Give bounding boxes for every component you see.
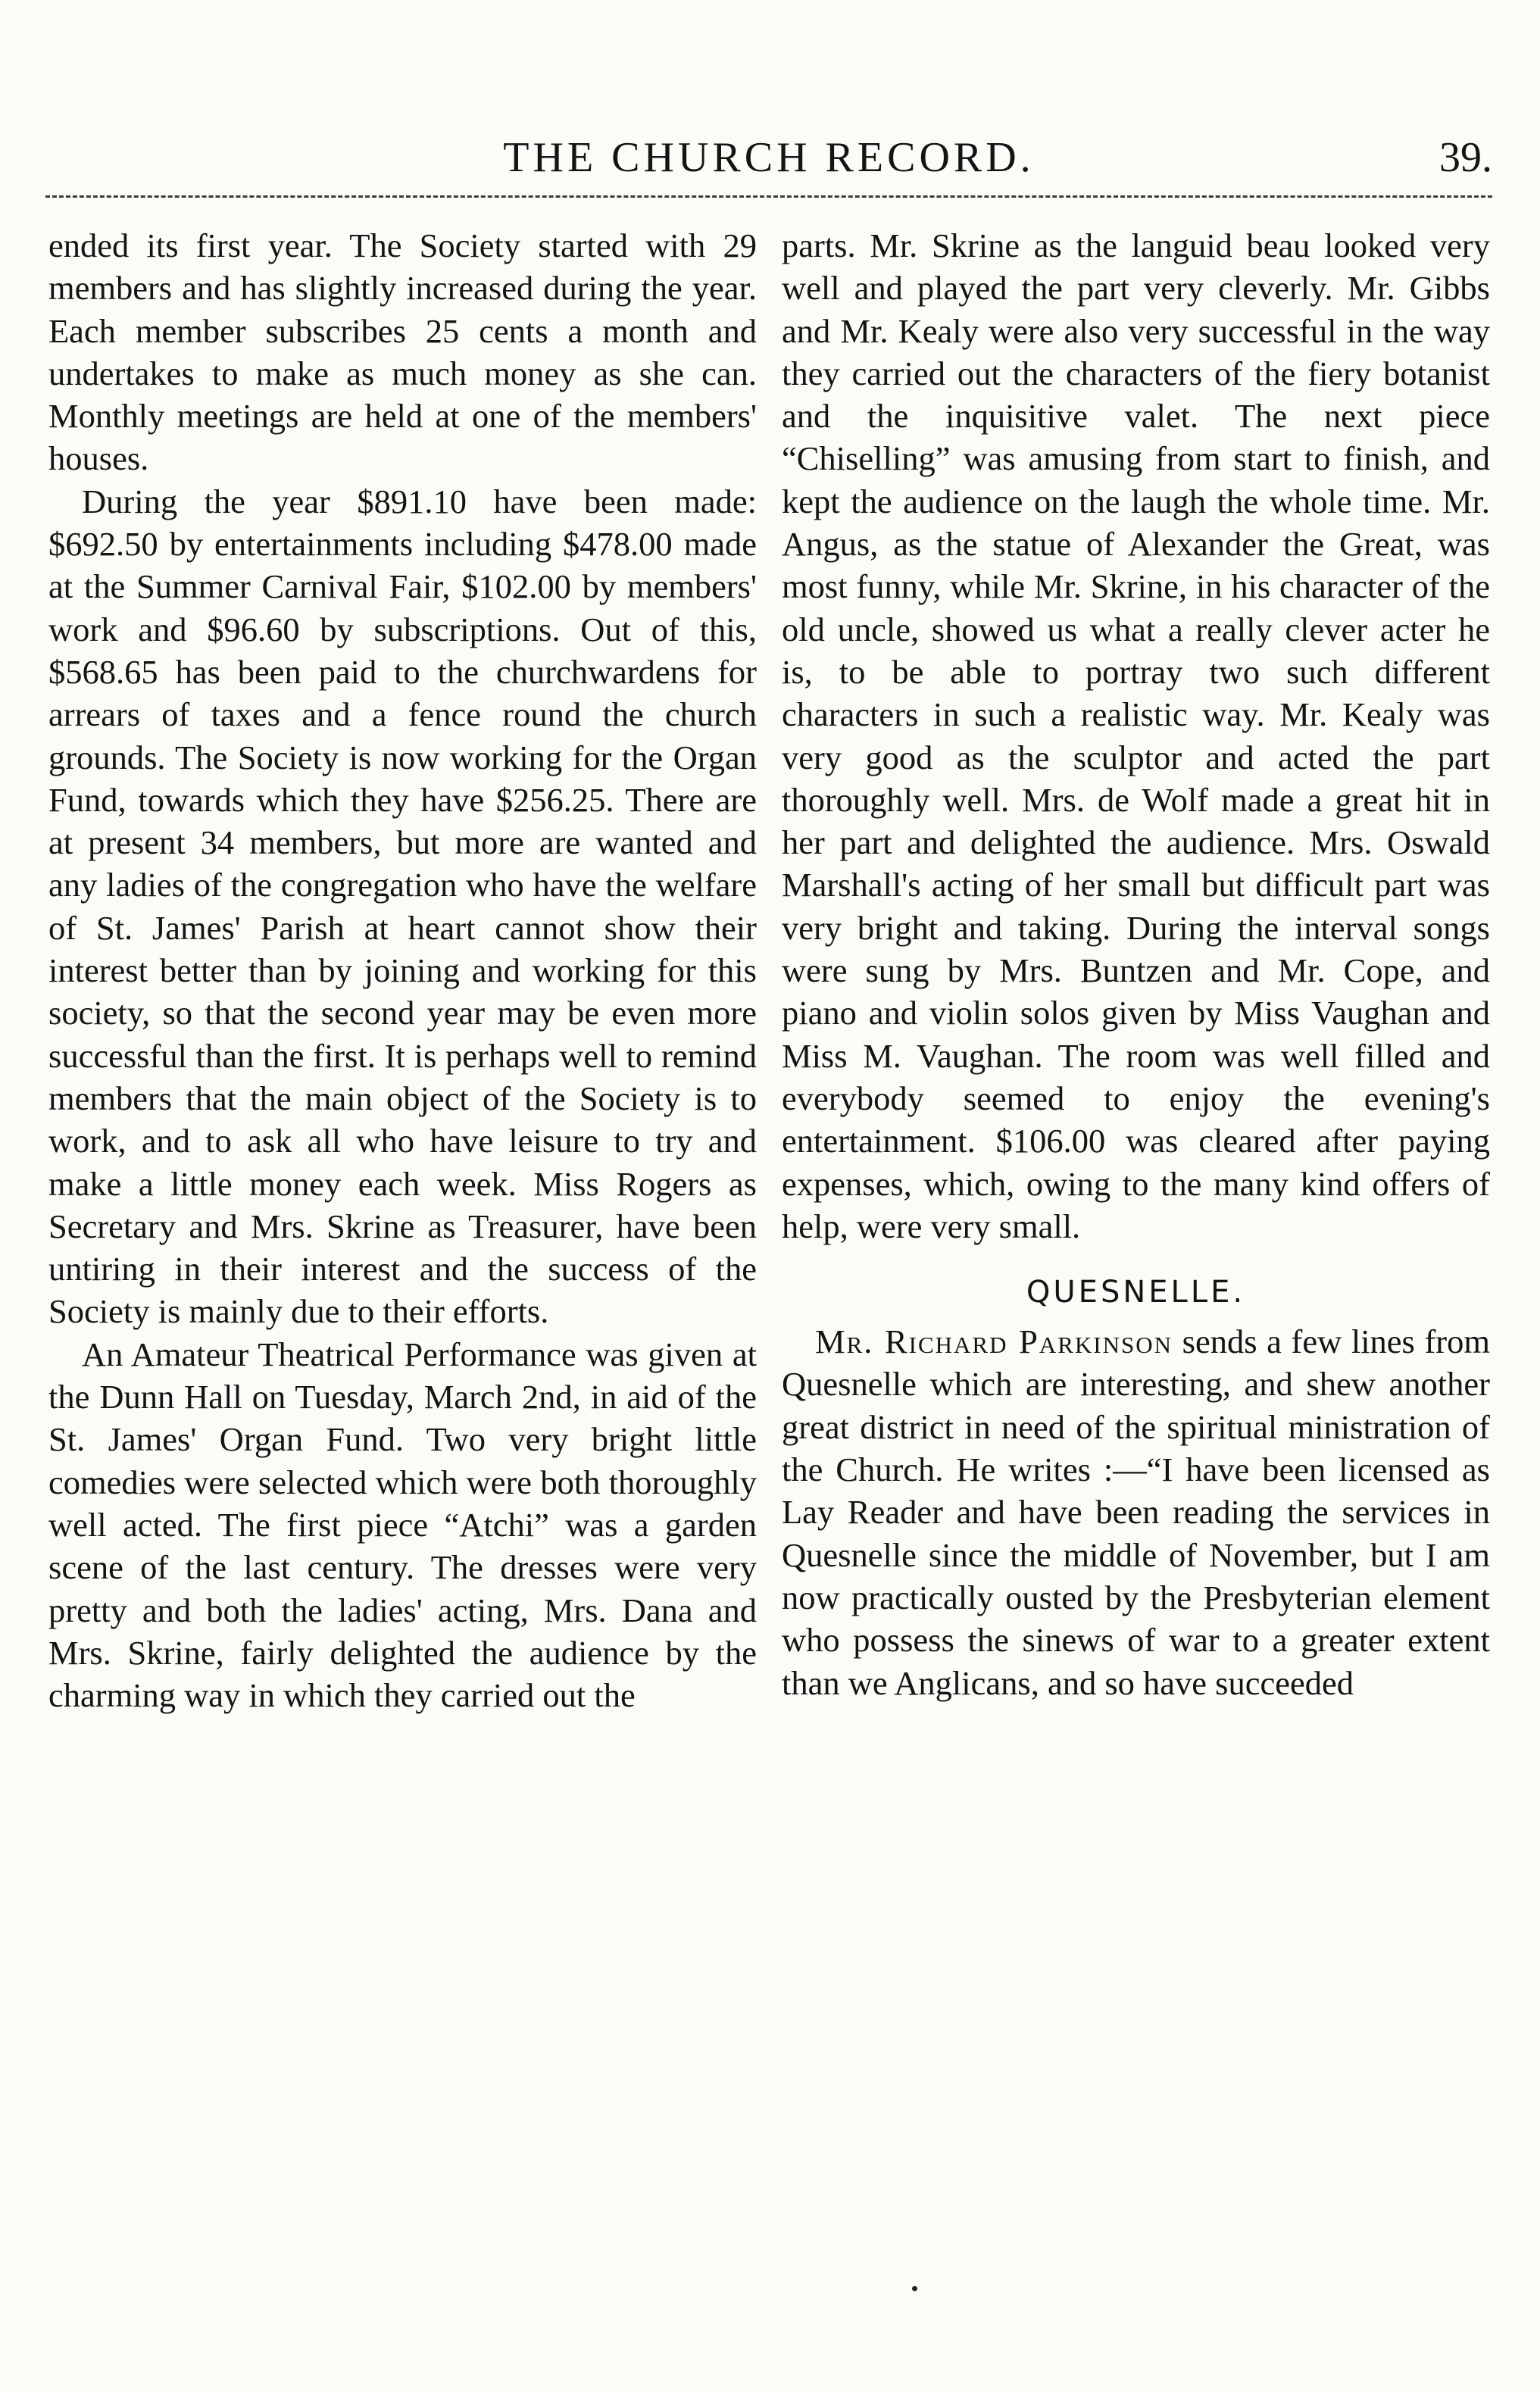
left-column (48, 224, 757, 1716)
section-heading-quesnelle: QUESNELLE. (1026, 1275, 1246, 1310)
quesnelle-letter-text: sends a few lines from Quesnelle which are interesting, and shew another great district in need of the spiritual ministration of the Church. He writes :—“I have been licensed as Lay Reader and have been reading the services in Quesnelle since the middle of November, but I am now practically ousted by the Presbyterian element who possess the sinews of war to a greater extent than we Anglicans, and so have succeeded (782, 1322, 1490, 1702)
running-head: THE CHURCH RECORD. (503, 134, 1035, 181)
paragraph-society-finances: During the year $891.10 have been made: $692.50 by entertainments including $478.00 made at the Summer Carnival Fair, $102.00 by members' work and $96.60 by subscriptions. Out of this, $568.65 has been paid to the churchwardens for arrears of taxes and a fence round the church grounds. The Society is now working for the Organ Fund, towards which they have $256.25. There are at present 34 members, but more are wanted and any ladies of the congregation who have the welfare of St. James' Parish at heart cannot show their interest better than by joining and working for this society, so that the second year may be even more successful than the first. It is perhaps well to remind members that the main object of the Society is to work, and to ask all who have leisure to try and make a little money each week. Miss Rogers as Secretary and Mrs. Skrine as Treasurer, have been untiring in their interest and the success of the Society is mainly due to their efforts. (48, 482, 757, 1331)
author-name: Mr. Richard Parkinson (815, 1322, 1173, 1361)
paragraph-performance-continued: parts. Mr. Skrine as the languid beau looked very well and played the part very cleverly. Mr. Gibbs and Mr. Kealy were also very successful in the way they carried out the characters of the fiery botanist and the inquisitive valet. The next piece “Chiselling” was amusing from start to finish, and kept the audience on the laugh the whole time. Mr. Angus, as the statue of Alexander the Great, was most funny, while Mr. Skrine, in his character of the old uncle, showed us what a really clever acter he is, to be able to portray two such different characters in such a realistic way. Mr. Kealy was very good as the sculptor and acted the part thoroughly well. Mrs. de Wolf made a great hit in her part and delighted the audience. Mrs. Oswald Marshall's acting of her small but difficult part was very bright and taking. During the interval songs were sung by Mrs. Buntzen and Mr. Cope, and piano and violin solos given by Miss Vaughan and Miss M. Vaughan. The room was well filled and everybody seemed to enjoy the evening's entertainment. $106.00 was cleared after paying expenses, which, owing to the many kind offers of help, were very small. (782, 226, 1490, 1245)
page-header (45, 127, 1492, 188)
paragraph-theatrical-performance: An Amateur Theatrical Performance was given at the Dunn Hall on Tuesday, March 2nd, in aid of the St. James' Organ Fund. Two very bright little comedies were selected which were both thoroughly well acted. The first piece “Atchi” was a garden scene of the last century. The dresses were very pretty and both the ladies' acting, Mrs. Dana and Mrs. Skrine, fairly delighted the audience by the charming way in which they carried out the (48, 1335, 757, 1715)
page-number: 39. (1439, 134, 1492, 181)
right-column (782, 224, 1490, 1704)
header-rule (45, 195, 1492, 198)
paragraph-quesnelle-letter (782, 1320, 1490, 1704)
ink-speck (912, 2286, 917, 2291)
paragraph-society-report: ended its first year. The Society started with 29 members and has slightly increased during the year. Each member subscribes 25 cents a month and undertakes to make as much money as she can. Monthly meetings are held at one of the members' houses. (48, 226, 757, 478)
